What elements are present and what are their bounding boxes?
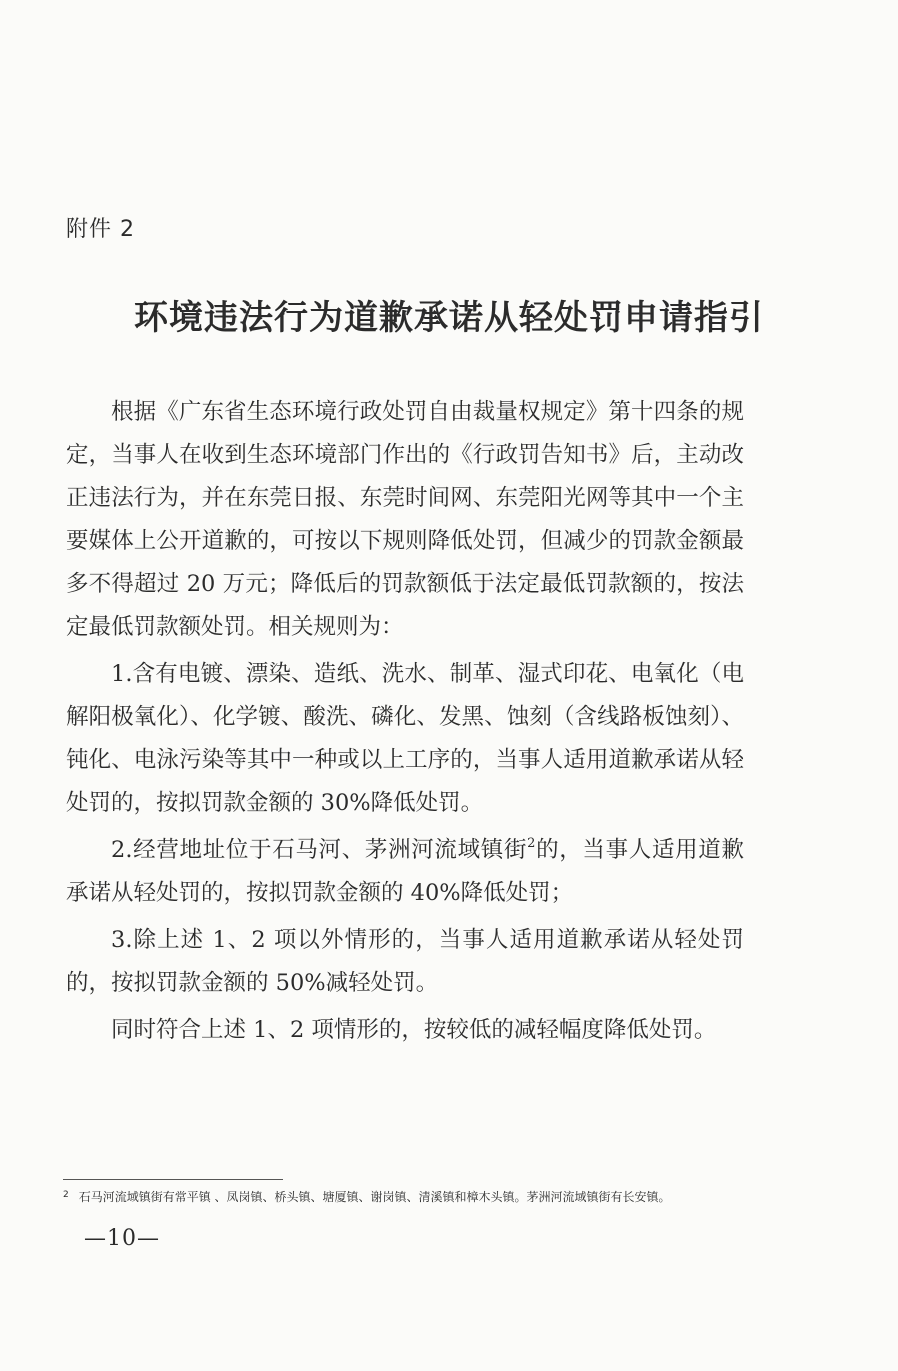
- attachment-label: 附件 2: [66, 217, 135, 242]
- page-number: —10—: [84, 1226, 160, 1251]
- document-body: [66, 391, 744, 1052]
- paragraph-intro: 根据《广东省生态环境行政处罚自由裁量权规定》第十四条的规定，当事人在收到生态环境部门作出的《行政罚告知书》后，主动改正违法行为，并在东莞日报、东莞时间网、东莞阳光网等其中一个主要媒体上公开道歉的，可按以下规则降低处罚，但减少的罚款金额最多不得超过 20 万元；降低后的罚款额低于法定最低罚款额的，按法定最低罚款额处罚。相关规则为：: [66, 399, 744, 640]
- footnote: [63, 1186, 753, 1206]
- paragraph-rule-2: [66, 829, 744, 915]
- paragraph-combined-rule: 同时符合上述 1、2 项情形的，按较低的减轻幅度降低处罚。: [111, 1017, 717, 1043]
- paragraph-rule-3: 3.除上述 1、2 项以外情形的，当事人适用道歉承诺从轻处罚的，按拟罚款金额的 50%减轻处罚。: [66, 927, 744, 996]
- document-title: 环境违法行为道歉承诺从轻处罚申请指引: [134, 298, 764, 338]
- rule-2-text-after: 的，当事人适用道歉承诺从轻处罚的，按拟罚款金额的 40%降低处罚；: [66, 837, 744, 906]
- footnote-divider: [63, 1179, 283, 1180]
- footnote-reference[interactable]: 2: [527, 836, 536, 851]
- footnote-mark: 2: [63, 1190, 69, 1200]
- paragraph-rule-1: 1.含有电镀、漂染、造纸、洗水、制革、湿式印花、电氧化（电解阳极氧化）、化学镀、酸洗、磷化、发黑、蚀刻（含线路板蚀刻）、钝化、电泳污染等其中一种或以上工序的，当事人适用道歉承诺从轻处罚的，按拟罚款金额的 30%降低处罚。: [66, 661, 744, 816]
- footnote-text: 石马河流域镇街有常平镇 、凤岗镇、桥头镇、塘厦镇、谢岗镇、清溪镇和樟木头镇。茅洲河流域镇街有长安镇。: [78, 1190, 671, 1204]
- rule-2-text-before: 2.经营地址位于石马河、茅洲河流域镇街: [111, 837, 528, 863]
